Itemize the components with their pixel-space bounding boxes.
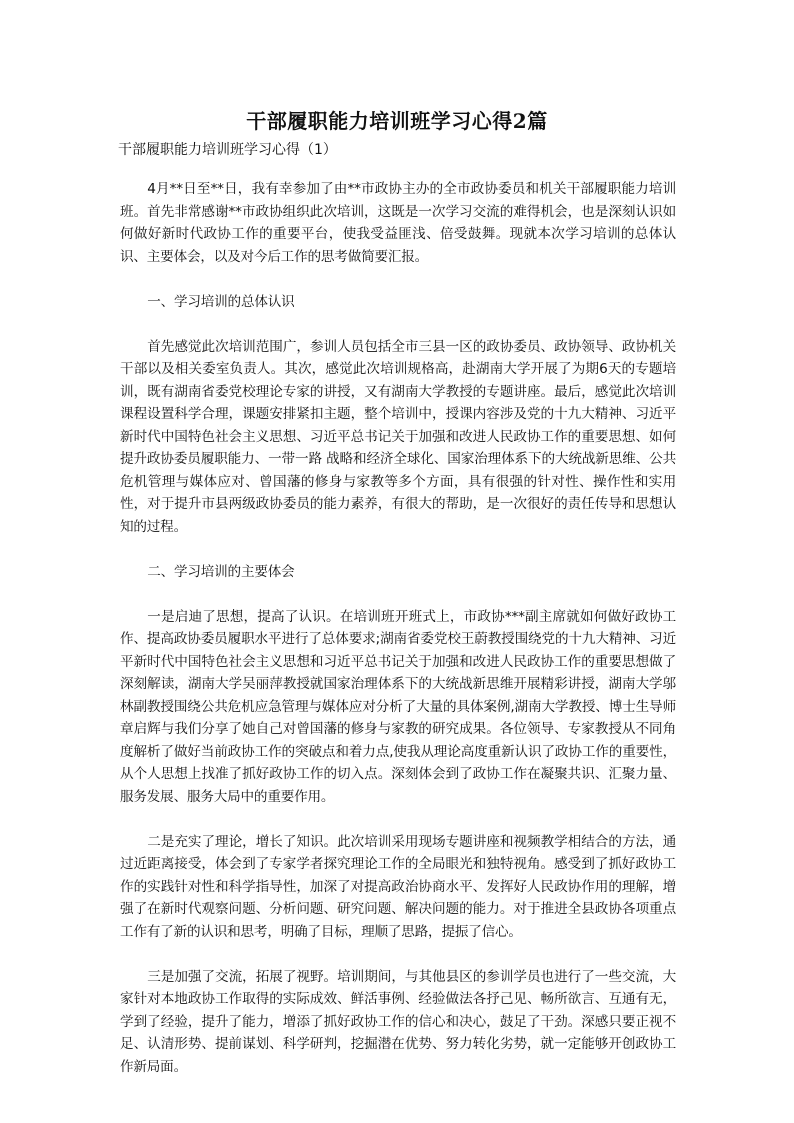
paragraph-experience-3: 三是加强了交流，拓展了视野。培训期间，与其他县区的参训学员也进行了一些交流，大家针对本地政协工作取得的实际成效、鲜活事例、经验做法各抒己见、畅所欲言、互通有无，学到了经验，提升了能力，增添了抓好政协工作的信心和决心，鼓足了干劲。深感只要正视不足、认清形势、提前谋划、科学研判，挖掘潜在优势、努力转化劣势，就一定能够开创政协工作新局面。 xyxy=(120,968,676,1075)
paragraph-intro: 4月**日至**日，我有幸参加了由**市政协主办的全市政协委员和机关干部履职能力培训班。首先非常感谢**市政协组织此次培训，这既是一次学习交流的难得机会，也是深刻认识如何做好新时代政协工作的重要平台，使我受益匪浅、倍受鼓舞。现就本次学习培训的总体认识、主要体会，以及对今后工作的思考做简要汇报。 xyxy=(120,181,676,265)
paragraph-experience-1: 一是启迪了思想，提高了认识。在培训班开班式上，市政协***副主席就如何做好政协工作、提高政协委员履职水平进行了总体要求;湖南省委党校王蔚教授围绕党的十九大精神、习近平新时代中国特色社会主义思想和习近平总书记关于加强和改进人民政协工作的重要思想做了深刻解读，湖南大学吴丽萍教授就国家治理体系下的大统战新思维开展精彩讲授，湖南大学邬林副教授围绕公共危机应急管理与媒体应对分析了大量的具体案例,湖南大学教授、博士生导师章启辉与我们分享了她自己对曾国藩的修身与家教的研究成果。各位领导、专家教授从不同角度解析了做好当前政协工作的突破点和着力点,使我从理论高度重新认识了政协工作的重要性，从个人思想上找准了抓好政协工作的切入点。深刻体会到了政协工作在凝聚共识、汇聚力量、服务发展、服务大局中的重要作用。 xyxy=(120,608,676,805)
paragraph-overall: 首先感觉此次培训范围广，参训人员包括全市三县一区的政协委员、政协领导、政协机关干部以及相关委室负责人。其次，感觉此次培训规格高，赴湖南大学开展了为期6天的专题培训，既有湖南省委党校理论专家的讲授，又有湖南大学教授的专题讲座。最后，感觉此次培训课程设置科学合理，课题安排紧扣主题，整个培训中，授课内容涉及党的十九大精神、习近平新时代中国特色社会主义思想、习近平总书记关于加强和改进人民政协工作的重要思想、如何提升政协委员履职能力、一带一路 战略和经济全球化、国家治理体系下的大统战新思维、公共危机管理与媒体应对、曾国藩的修身与家教等多个方面，具有很强的针对性、操作性和实用性，对于提升市县两级政协委员的能力素养，有很大的帮助，是一次很好的责任传导和思想认知的过程。 xyxy=(120,338,676,535)
document-title: 干部履职能力培训班学习心得2篇 xyxy=(246,109,548,133)
document-subtitle: 干部履职能力培训班学习心得（1） xyxy=(118,142,337,158)
section-heading-experience: 二、学习培训的主要体会 xyxy=(147,563,295,580)
paragraph-experience-2: 二是充实了理论，增长了知识。此次培训采用现场专题讲座和视频教学相结合的方法，通过近距离接受，体会到了专家学者探究理论工作的全局眼光和独特视角。感受到了抓好政协工作的实践针对性和科学指导性，加深了对提高政治协商水平、发挥好人民政协作用的理解，增强了在新时代观察问题、分析问题、研究问题、解决问题的能力。对于推进全县政协各项重点工作有了新的认识和思考，明确了目标，理顺了思路，提振了信心。 xyxy=(120,833,676,940)
document-body xyxy=(120,178,676,1101)
section-heading-overall: 一、学习培训的总体认识 xyxy=(147,293,295,310)
